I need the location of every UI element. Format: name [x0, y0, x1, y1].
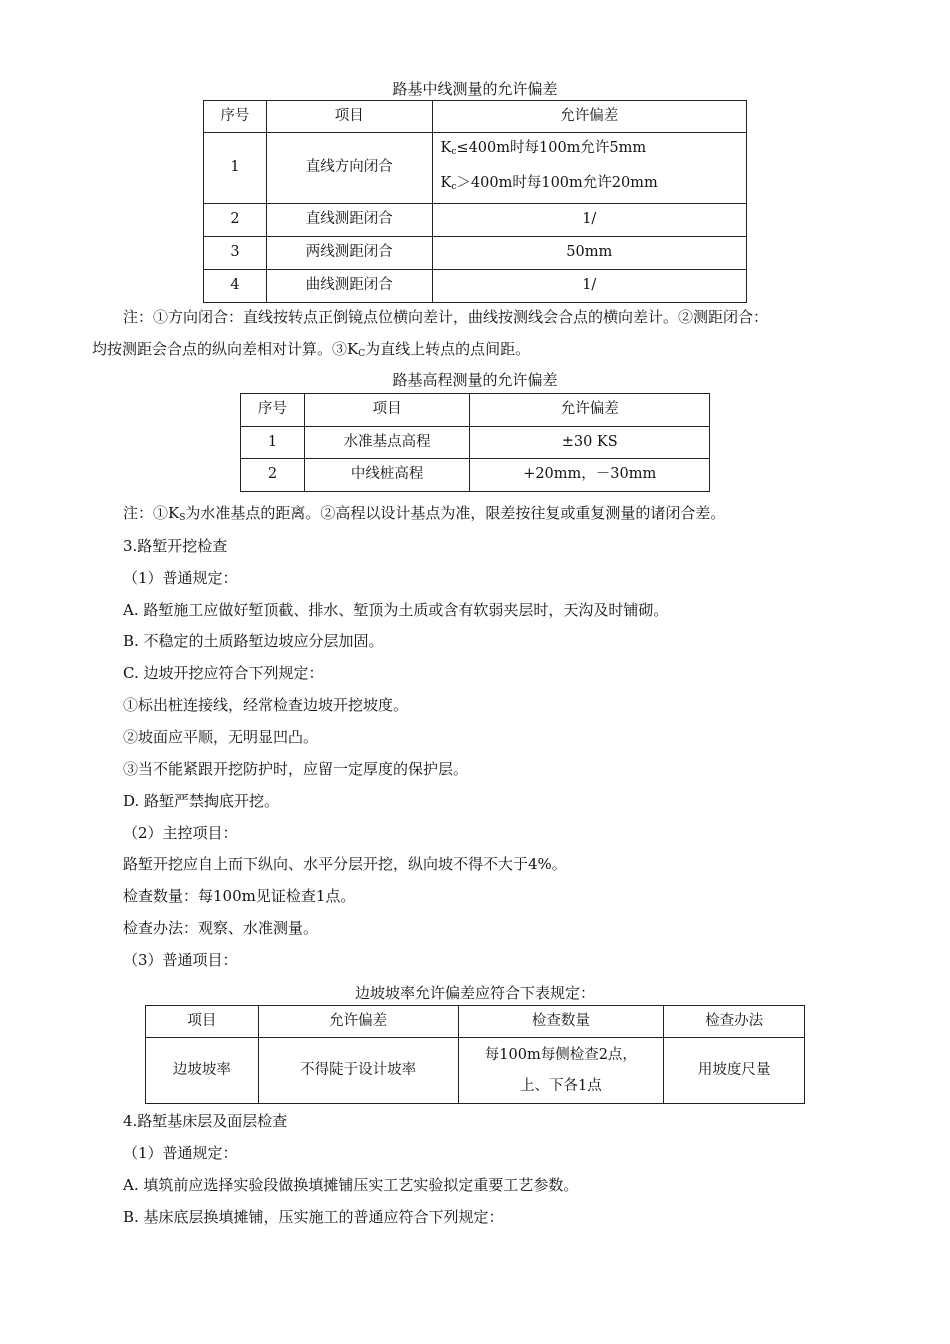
section3-general-heading: （1）普通规定： [123, 569, 238, 587]
table1-row3-item: 两线测距闭合 [266, 237, 432, 270]
table3-header-tol: 允许偏差 [258, 1006, 458, 1038]
table2-row2-tol: +20mm，－30mm [470, 459, 710, 492]
table1-row1-tol: $K_c\le 400m$时每100m允许5mm $K_c>400m$时每100m允许20mm [432, 133, 746, 204]
section3-main-text2: 检查数量：每100m见证检查1点。 [123, 887, 356, 905]
table2-header-no: 序号 [241, 394, 305, 427]
table3-row-method: 用坡度尺量 [664, 1038, 805, 1104]
section4-general-heading: （1）普通规定： [123, 1144, 238, 1162]
table2-row1-item: 水准基点高程 [304, 427, 470, 459]
section3-title: 3.路堑开挖检查 [123, 537, 228, 555]
table1-row2-no: 2 [204, 204, 267, 237]
section3-item-c3: ③当不能紧跟开挖防护时，应留一定厚度的保护层。 [123, 760, 469, 778]
table1-row4-tol: 1/ [432, 270, 746, 303]
section4-item-a: A. 填筑前应选择实验段做换填摊铺压实工艺实验拟定重要工艺参数。 [123, 1176, 579, 1194]
table3-row-tol: 不得陡于设计坡率 [258, 1038, 458, 1104]
table2-row1-tol: ±30 KS [470, 427, 710, 459]
table3-header-qty: 检查数量 [458, 1006, 664, 1038]
table1-header-item: 项目 [266, 101, 432, 133]
table3-row-qty: 每100m每侧检查2点， 上、下各1点 [458, 1038, 664, 1104]
table2-note: 注：$①K_S$为水准基点的距离。②高程以设计基点为准，限差按往复或重复测量的诸闭合差。 [123, 504, 726, 523]
table1-row3-no: 3 [204, 237, 267, 270]
table1-caption: 路基中线测量的允许偏差 [392, 80, 558, 98]
table2-header-tol: 允许偏差 [470, 394, 710, 427]
table1-row1-item: 直线方向闭合 [266, 133, 432, 204]
section4-title: 4.路堑基床层及面层检查 [123, 1112, 288, 1130]
section3-main-text3: 检查办法：观察、水准测量。 [123, 919, 319, 937]
section3-main-heading: （2）主控项目： [123, 824, 238, 842]
table1-row4-item: 曲线测距闭合 [266, 270, 432, 303]
section3-item-b: B. 不稳定的土质路堑边坡应分层加固。 [123, 632, 384, 650]
section3-item-d: D. 路堑严禁掏底开挖。 [123, 792, 280, 810]
section3-item-a: A. 路堑施工应做好堑顶截、排水、堑顶为土质或含有软弱夹层时，天沟及时铺砌。 [123, 601, 669, 619]
table3-header-item: 项目 [146, 1006, 259, 1038]
table1-header-no: 序号 [204, 101, 267, 133]
table1-header-tol: 允许偏差 [432, 101, 746, 133]
section3-main-text1: 路堑开挖应自上而下纵向、水平分层开挖，纵向坡不得不大于4%。 [123, 855, 567, 873]
table2-caption: 路基高程测量的允许偏差 [392, 371, 558, 389]
section4-item-b: B. 基床底层换填摊铺，压实施工的普通应符合下列规定： [123, 1208, 504, 1226]
table1-row2-tol: 1/ [432, 204, 746, 237]
table1 [203, 100, 747, 303]
section3-general-items-heading: （3）普通项目： [123, 951, 238, 969]
table3-caption: 边坡坡率允许偏差应符合下表规定： [354, 984, 595, 1002]
table2 [240, 393, 710, 492]
table1-row4-no: 4 [204, 270, 267, 303]
table1-row2-item: 直线测距闭合 [266, 204, 432, 237]
table3-header-method: 检查办法 [664, 1006, 805, 1038]
table3-row-item: 边坡坡率 [146, 1038, 259, 1104]
table1-row1-no: 1 [204, 133, 267, 204]
table2-row1-no: 1 [241, 427, 305, 459]
table3 [145, 1005, 805, 1104]
table2-row2-item: 中线桩高程 [304, 459, 470, 492]
table1-note-line2: 均按测距会合点的纵向差相对计算。$③K_C$为直线上转点的点间距。 [92, 340, 531, 359]
section3-item-c2: ②坡面应平顺，无明显凹凸。 [123, 728, 319, 746]
table1-note-line1: 注：①方向闭合：直线按转点正倒镜点位横向差计，曲线按测线会合点的横向差计。②测距闭合： [123, 308, 769, 326]
section3-item-c1: ①标出桩连接线，经常检查边坡开挖坡度。 [123, 696, 409, 714]
table2-row2-no: 2 [241, 459, 305, 492]
table2-header-item: 项目 [304, 394, 470, 427]
section3-item-c: C. 边坡开挖应符合下列规定： [123, 664, 324, 682]
table1-row3-tol: 50mm [432, 237, 746, 270]
